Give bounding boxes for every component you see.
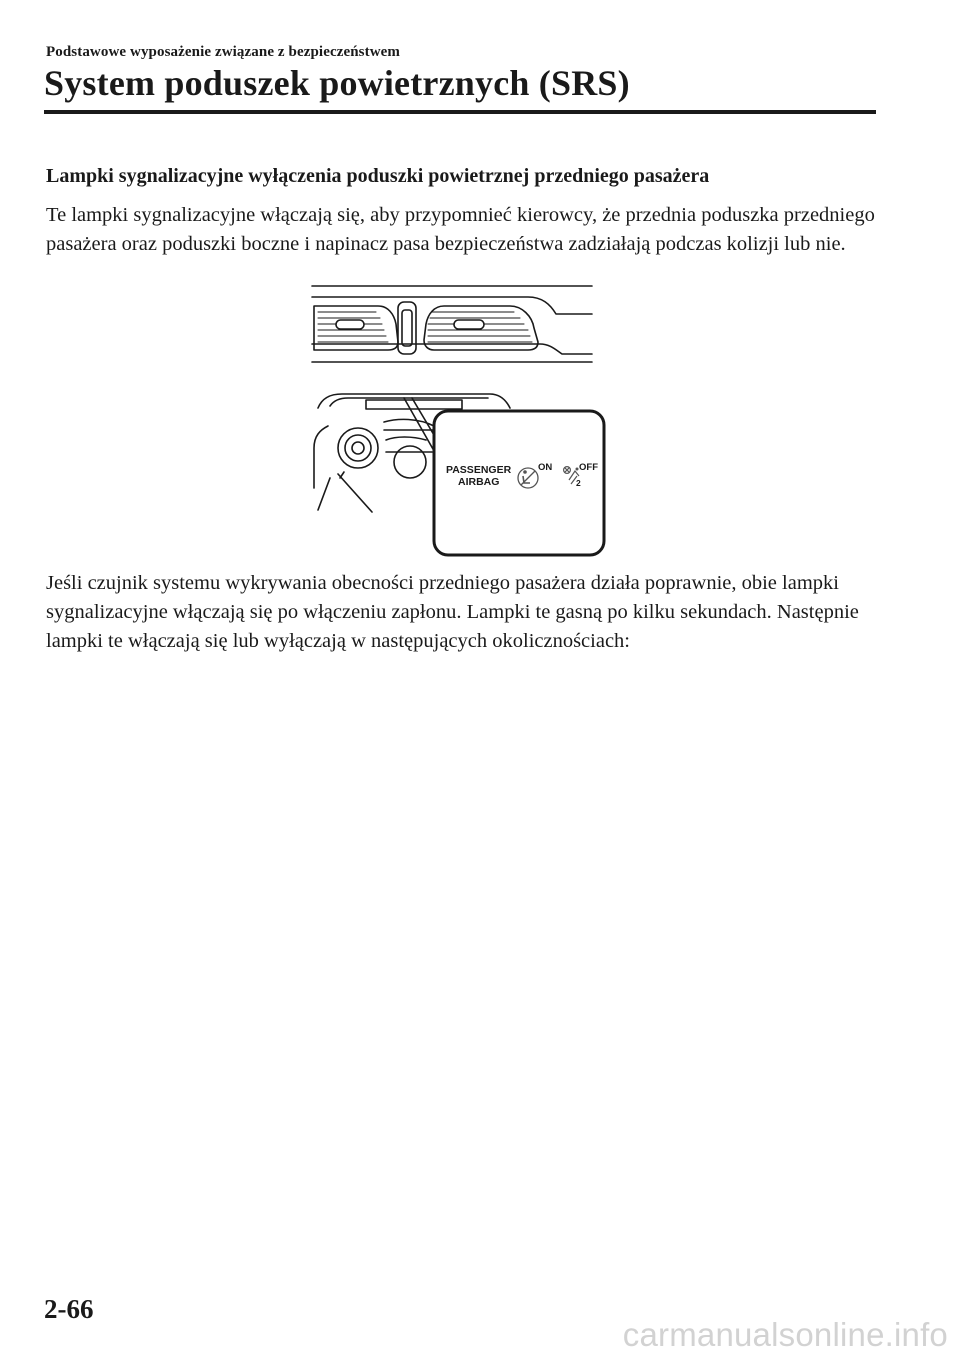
dashboard-illustration <box>300 280 620 562</box>
page-title: System poduszek powietrznych (SRS) <box>44 63 630 103</box>
page-number: 2-66 <box>44 1294 94 1324</box>
title-rule <box>44 110 876 114</box>
dashboard-line-art <box>300 280 620 562</box>
on-label: ON <box>538 462 553 473</box>
body-paragraph: Jeśli czujnik systemu wykrywania obecności przedniego pasażera działa poprawnie, obie lampki sygnalizacyjne włączają się po włączeniu zapłonu. Lampki te gasną po kilku sekundach. Następnie lampki te włączają się lub wyłączają w następujących okolicznościach: <box>46 572 859 652</box>
passenger-label: PASSENGER <box>446 464 512 476</box>
breadcrumb: Podstawowe wyposażenie związane z bezpieczeństwem <box>46 44 400 60</box>
section-heading: Lampki sygnalizacyjne wyłączenia poduszki powietrznej przedniego pasażera <box>46 165 710 187</box>
off-label: OFF <box>579 462 598 473</box>
airbag-label: AIRBAG <box>458 476 500 488</box>
intro-paragraph: Te lampki sygnalizacyjne włączają się, aby przypomnieć kierowcy, że przednia poduszka przedniego pasażera oraz poduszki boczne i napinacz pasa bezpieczeństwa zadziałają podczas kolizji lub nie. <box>46 204 875 255</box>
watermark: carmanualsonline.info <box>622 1316 948 1353</box>
off-number-label: 2 <box>576 478 581 488</box>
